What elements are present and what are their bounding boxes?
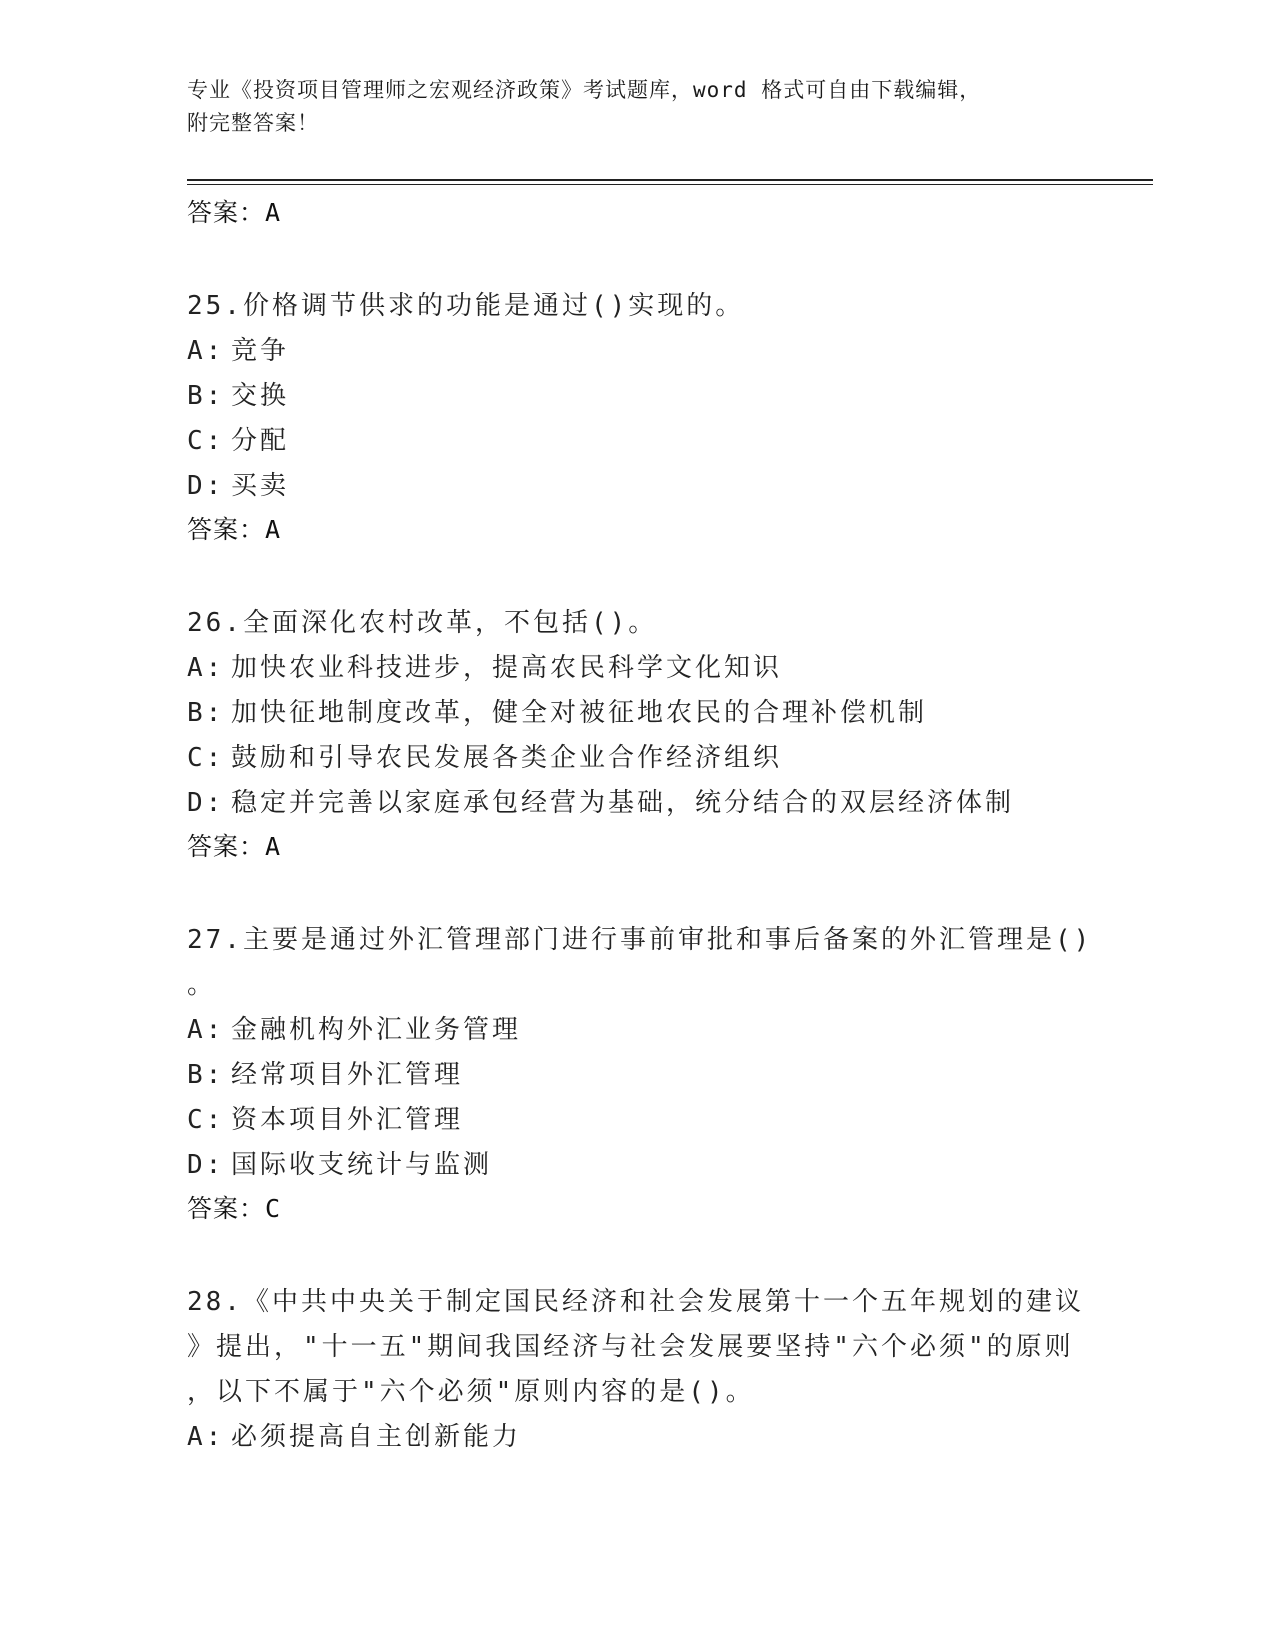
option-text: 资本项目外汇管理 (231, 1105, 464, 1135)
option-letter: C: (187, 743, 225, 773)
option-letter: C: (187, 426, 225, 456)
question-text (187, 1280, 1087, 1415)
option-a (187, 1008, 1087, 1053)
header-line-1: 专业《投资项目管理师之宏观经济政策》考试题库，word 格式可自由下载编辑， (187, 78, 982, 102)
spacer (187, 868, 1087, 918)
spacer (187, 1230, 1087, 1280)
question-list (187, 192, 1093, 1460)
option-text: 稳定并完善以家庭承包经营为基础，统分结合的双层经济体制 (231, 788, 1015, 818)
option-b (187, 691, 1087, 736)
option-a (187, 329, 1087, 374)
option-letter: D: (187, 471, 225, 501)
option-c (187, 736, 1087, 781)
option-text: 买卖 (231, 471, 290, 501)
option-text: 金融机构外汇业务管理 (231, 1015, 522, 1045)
option-text: 经常项目外汇管理 (231, 1060, 464, 1090)
option-letter: A: (187, 1015, 225, 1045)
question-block (187, 918, 1093, 1230)
option-d (187, 1143, 1087, 1188)
question-block (187, 284, 1087, 551)
option-d (187, 781, 1087, 826)
option-letter: B: (187, 1060, 225, 1090)
answer-line: 答案：C (187, 1194, 282, 1223)
option-letter: D: (187, 788, 225, 818)
option-letter: A: (187, 336, 225, 366)
option-text: 鼓励和引导农民发展各类企业合作经济组织 (231, 743, 783, 773)
question-line: 26.全面深化农村改革，不包括()。 (187, 608, 658, 638)
question-text (187, 601, 1087, 646)
option-text: 分配 (231, 426, 290, 456)
option-letter: A: (187, 653, 225, 683)
option-d (187, 464, 1087, 509)
option-text: 国际收支统计与监测 (231, 1150, 493, 1180)
header-line-2: 附完整答案！ (187, 111, 319, 135)
answer-line: 答案：A (187, 832, 282, 861)
option-text: 加快农业科技进步，提高农民科学文化知识 (231, 653, 783, 683)
option-text: 必须提高自主创新能力 (231, 1422, 522, 1452)
question-line: 》提出，"十一五"期间我国经济与社会发展要坚持"六个必须"的原则 (187, 1332, 1074, 1362)
option-b (187, 374, 1087, 419)
answer-line: 答案：A (187, 198, 282, 227)
option-letter: D: (187, 1150, 225, 1180)
header-rule-thick (187, 179, 1153, 181)
option-letter: B: (187, 698, 225, 728)
spacer (187, 551, 1087, 601)
option-letter: C: (187, 1105, 225, 1135)
option-text: 交换 (231, 381, 290, 411)
question-line: ，以下不属于"六个必须"原则内容的是()。 (187, 1377, 755, 1407)
question-block (187, 1280, 1087, 1460)
header-rule-thin (187, 184, 1153, 185)
option-c (187, 1098, 1087, 1143)
question-text (187, 918, 1093, 1008)
option-a (187, 1415, 1087, 1460)
option-b (187, 1053, 1087, 1098)
page-header (187, 74, 1087, 140)
question-line: 27.主要是通过外汇管理部门进行事前审批和事后备案的外汇管理是() (187, 925, 1093, 955)
answer-line: 答案：A (187, 515, 282, 544)
option-c (187, 419, 1087, 464)
question-line: 。 (187, 970, 217, 1000)
question-block (187, 601, 1087, 868)
option-text: 加快征地制度改革，健全对被征地农民的合理补偿机制 (231, 698, 928, 728)
question-line: 28.《中共中央关于制定国民经济和社会发展第十一个五年规划的建议 (187, 1287, 1084, 1317)
option-a (187, 646, 1087, 691)
option-letter: B: (187, 381, 225, 411)
option-text: 竞争 (231, 336, 290, 366)
question-line: 25.价格调节供求的功能是通过()实现的。 (187, 291, 745, 321)
question-text (187, 284, 1087, 329)
option-letter: A: (187, 1422, 225, 1452)
spacer (187, 234, 1087, 284)
